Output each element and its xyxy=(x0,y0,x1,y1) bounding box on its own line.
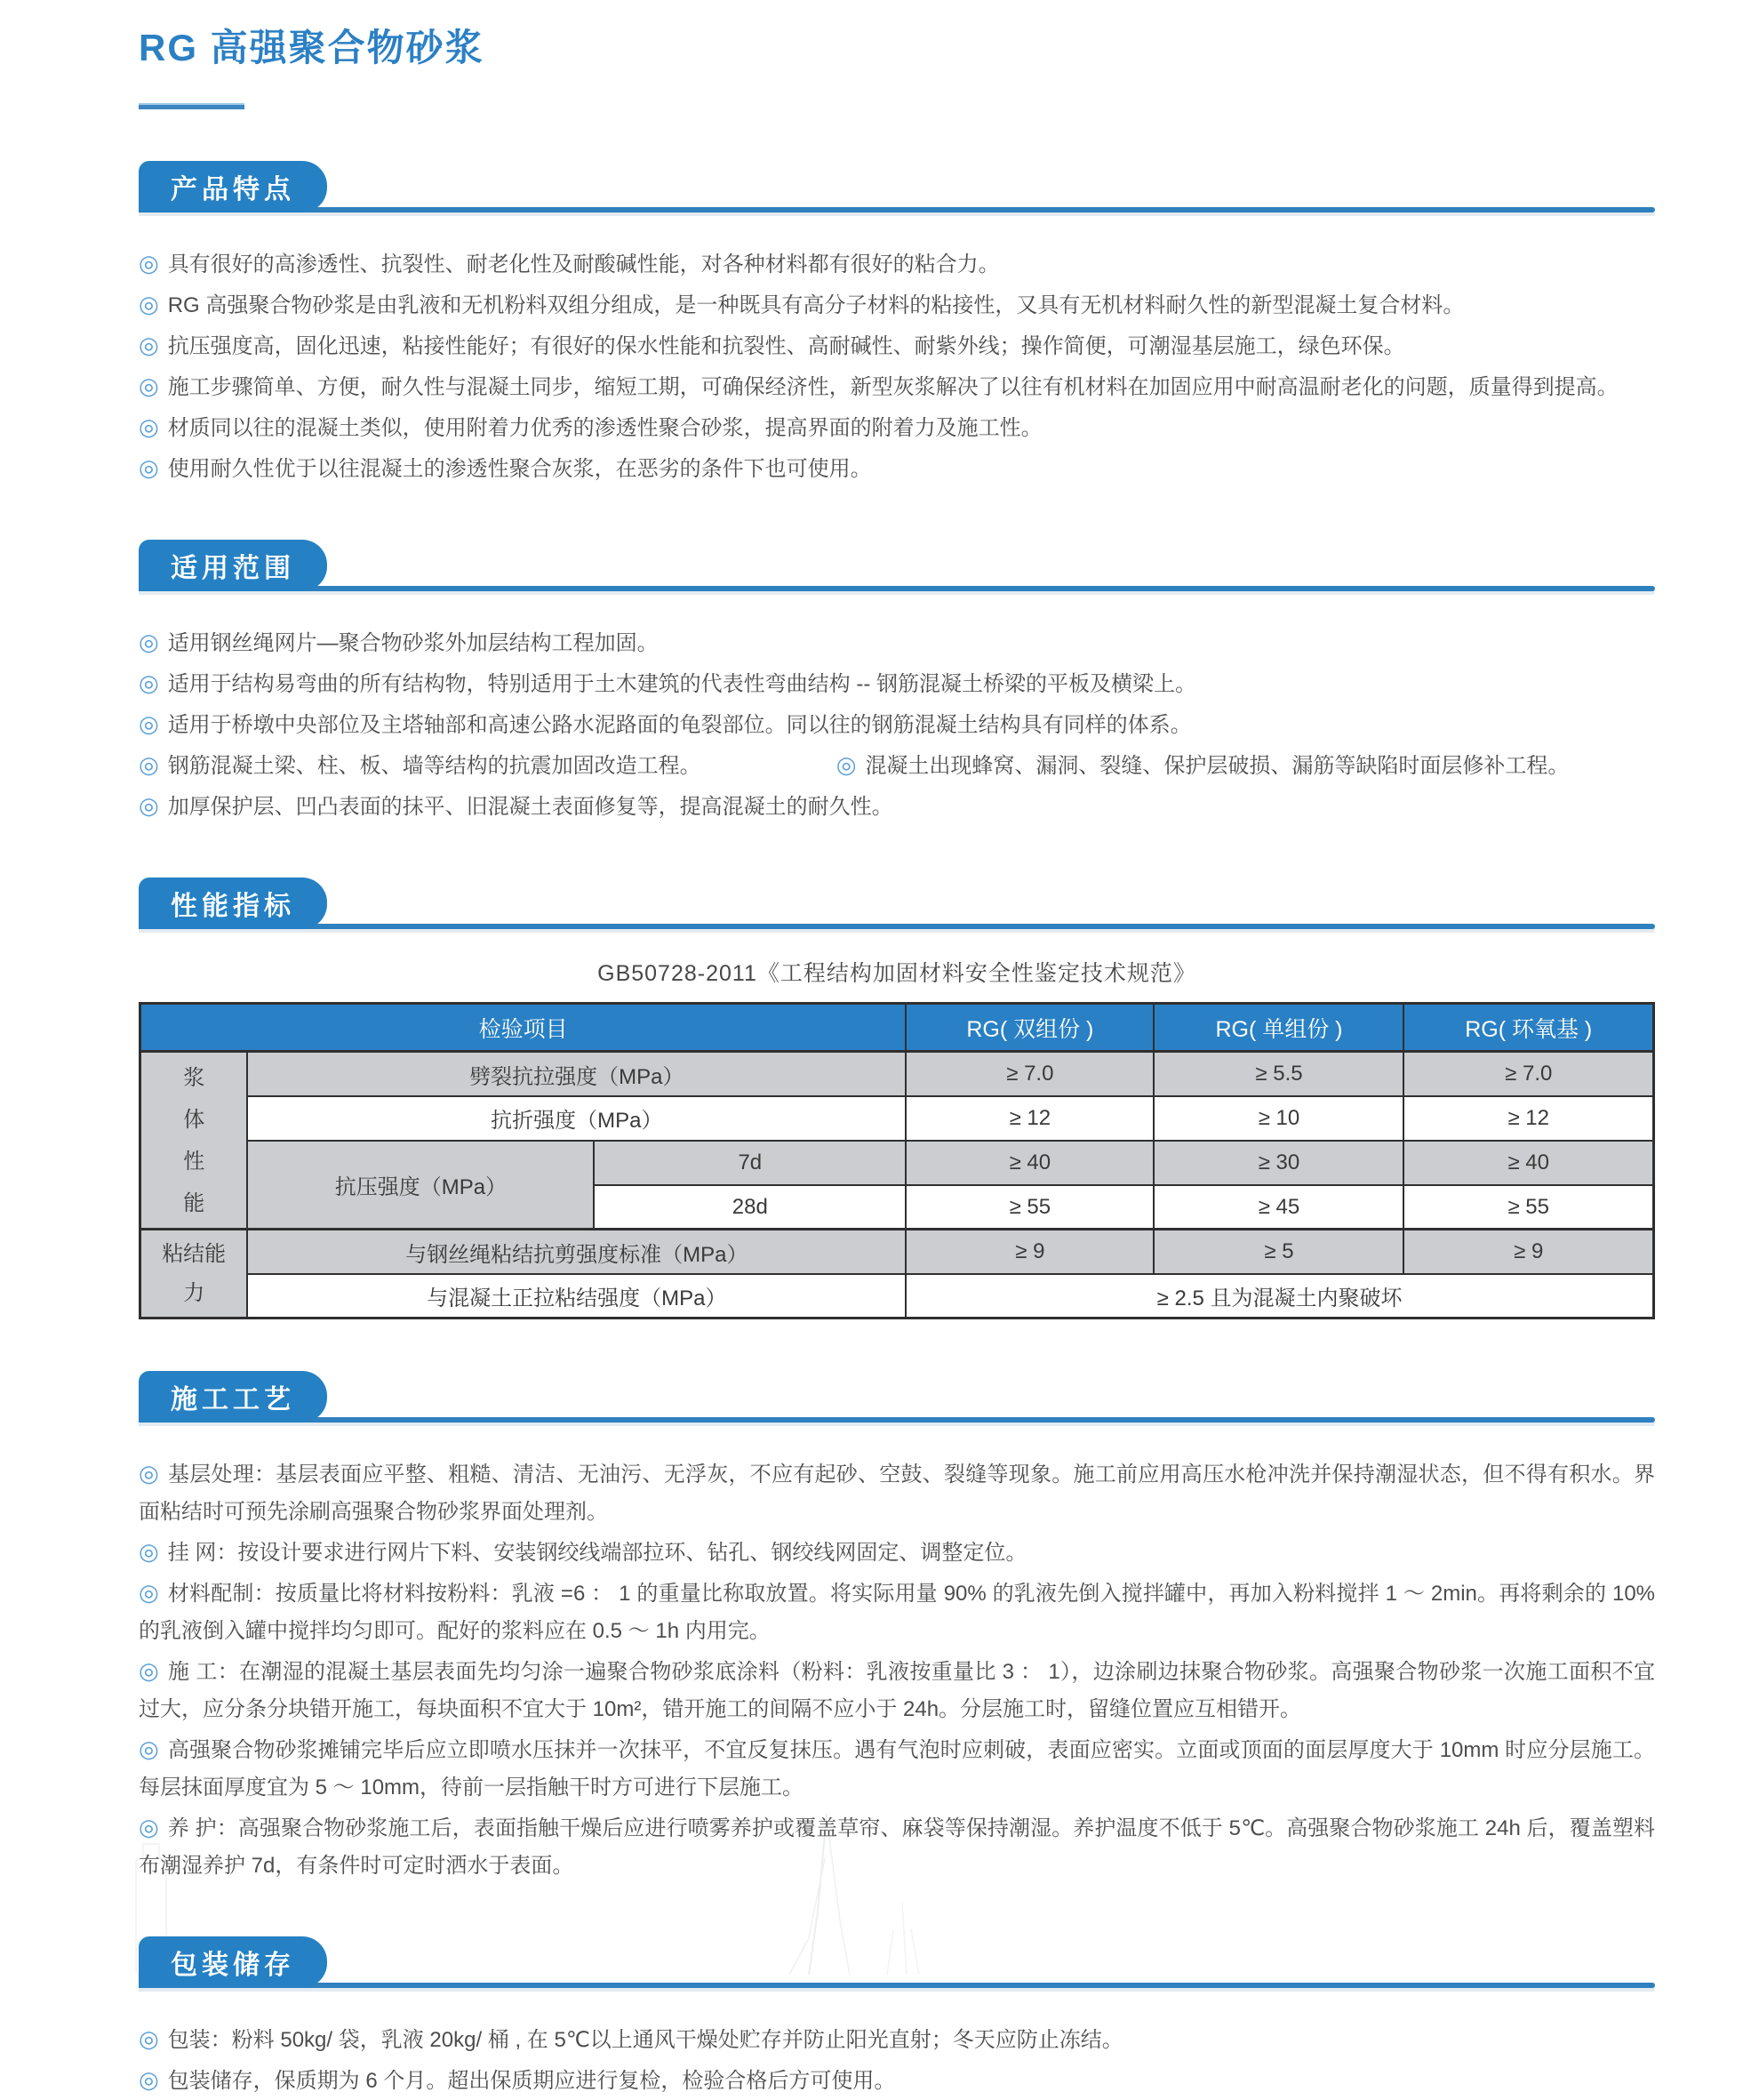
list-item xyxy=(139,1652,1655,1728)
bullet-text: 材质同以往的混凝土类似，使用附着力优秀的渗透性聚合砂浆，提高界面的附着力及施工性。 xyxy=(167,416,1043,441)
bullet-text: 基层处理：基层表面应平整、粗糙、清洁、无油污、无浮灰，不应有起砂、空鼓、裂缝等现象。施工前应用高压水枪冲洗并保持潮湿状态，但不得有积水。界面粘结时可预先涂刷高强聚合物砂浆界面处理剂。 xyxy=(139,1463,1655,1525)
table-header-row xyxy=(140,1004,1654,1052)
section-scope-header xyxy=(139,540,1655,591)
section-heading-badge xyxy=(139,161,327,212)
bullet-icon: ◎ xyxy=(139,1735,159,1763)
test-item-cell: 抗折强度（MPa） xyxy=(247,1096,906,1141)
process-list xyxy=(139,1455,1655,1885)
section-rule xyxy=(139,586,1655,591)
performance-table xyxy=(139,1002,1655,1319)
bullet-text: 包装：粉料 50kg/ 袋，乳液 20kg/ 桶 , 在 5℃以上通风干燥处贮存并防止阳光直射；冬天应防止冻结。 xyxy=(167,2028,1123,2053)
section-packaging-header xyxy=(139,1936,1655,1988)
bullet-text: 使用耐久性优于以往混凝土的渗透性聚合灰浆，在恶劣的条件下也可使用。 xyxy=(167,457,872,482)
page-title: RG 高强聚合物砂浆 xyxy=(139,27,484,68)
section-heading-badge xyxy=(139,1936,327,1988)
bullet-icon: ◎ xyxy=(139,291,159,318)
list-item xyxy=(139,244,1655,284)
section-heading-performance: 性能指标 xyxy=(171,892,295,922)
value-cell: ≥ 9 xyxy=(1403,1230,1653,1274)
section-heading-badge xyxy=(139,540,327,591)
scope-list xyxy=(139,623,1655,826)
table-row xyxy=(140,1141,1654,1185)
bullet-icon: ◎ xyxy=(139,1657,160,1685)
test-item-cell: 与钢丝绳粘结抗剪强度标准（MPa） xyxy=(247,1230,906,1274)
bullet-text: 具有很好的高渗透性、抗裂性、耐老化性及耐酸碱性能，对各种材料都有很好的粘合力。 xyxy=(167,252,1000,277)
bullet-icon: ◎ xyxy=(139,454,159,482)
bullet-text: 适用于桥墩中央部位及主塔轴部和高速公路水泥路面的龟裂部位。同以往的钢筋混凝土结构具有同样的体系。 xyxy=(167,713,1192,738)
section-performance-header xyxy=(139,878,1655,929)
list-item xyxy=(139,2061,1655,2100)
row-group-slurry-performance: 浆体性能 xyxy=(140,1052,248,1230)
bullet-text: 加厚保护层、凹凸表面的抹平、旧混凝土表面修复等，提高混凝土的耐久性。 xyxy=(167,795,893,820)
bullet-icon: ◎ xyxy=(139,629,159,656)
value-cell: ≥ 9 xyxy=(906,1230,1154,1274)
value-cell: ≥ 5.5 xyxy=(1154,1052,1403,1096)
row-group-bonding-capacity: 粘结能力 xyxy=(140,1230,248,1319)
section-heading-packaging: 包装储存 xyxy=(171,1951,295,1981)
table-row xyxy=(140,1274,1654,1319)
bullet-text: 施工步骤简单、方便，耐久性与混凝土同步，缩短工期，可确保经济性，新型灰浆解决了以往有机材料在加固应用中耐高温耐老化的问题，质量得到提高。 xyxy=(167,375,1619,400)
value-cell: ≥ 12 xyxy=(906,1096,1154,1141)
value-cell: ≥ 40 xyxy=(906,1141,1154,1185)
bullet-icon: ◎ xyxy=(139,710,159,738)
column-header-rg-epoxy: RG( 环氧基 ) xyxy=(1403,1004,1653,1052)
section-packaging xyxy=(139,1936,1655,2100)
table-row xyxy=(140,1230,1654,1274)
bullet-text: 抗压强度高，固化迅速，粘接性能好；有很好的保水性能和抗裂性、高耐碱性、耐紫外线；操作简便，可潮湿基层施工，绿色环保。 xyxy=(167,334,1405,359)
bullet-text: 包装储存，保质期为 6 个月。超出保质期应进行复检，检验合格后方可使用。 xyxy=(167,2069,896,2094)
section-rule xyxy=(139,207,1655,212)
value-cell: ≥ 12 xyxy=(1403,1096,1653,1141)
section-heading-badge xyxy=(139,1371,327,1423)
bullet-icon: ◎ xyxy=(139,250,159,277)
value-cell: ≥ 5 xyxy=(1154,1230,1403,1274)
list-item xyxy=(139,623,1655,662)
column-header-rg-single: RG( 单组份 ) xyxy=(1154,1004,1403,1052)
title-divider xyxy=(139,105,244,109)
features-list xyxy=(139,244,1655,488)
value-cell: ≥ 55 xyxy=(906,1185,1154,1230)
value-cell: ≥ 30 xyxy=(1154,1141,1403,1185)
test-item-cell: 与混凝土正拉粘结强度（MPa） xyxy=(247,1274,906,1319)
list-item xyxy=(139,285,1655,325)
section-performance xyxy=(139,878,1655,1319)
value-cell: ≥ 40 xyxy=(1403,1141,1653,1185)
bullet-text: 材料配制：按质量比将材料按粉料：乳液 =6 ： 1 的重量比称取放置。将实际用量 90% 的乳液先倒入搅拌罐中，再加入粉料搅拌 1 ～ 2min。再将剩余的 10% 的乳液倒入罐中搅拌均匀即可。配好的浆料应在 0.5 ～ 1h 内用完。 xyxy=(139,1582,1656,1644)
table-caption: GB50728-2011《工程结构加固材料安全性鉴定技术规范》 xyxy=(597,961,1196,987)
section-heading-scope: 适用范围 xyxy=(171,554,295,584)
column-header-rg-dual: RG( 双组份 ) xyxy=(906,1004,1154,1052)
list-item xyxy=(139,664,1655,703)
bullet-icon: ◎ xyxy=(139,332,159,359)
list-item xyxy=(139,367,1655,406)
section-heading-features: 产品特点 xyxy=(171,175,295,205)
bullet-icon: ◎ xyxy=(139,751,159,779)
value-cell: ≥ 55 xyxy=(1403,1185,1653,1230)
list-item xyxy=(139,1730,1655,1807)
value-cell: ≥ 10 xyxy=(1154,1096,1403,1141)
value-cell: ≥ 7.0 xyxy=(1403,1052,1653,1096)
list-item xyxy=(139,705,1655,744)
bullet-text: 挂 网：按设计要求进行网片下料、安装钢绞线端部拉环、钻孔、钢绞线网固定、调整定位。 xyxy=(167,1541,1027,1566)
list-item xyxy=(139,326,1655,365)
bullet-icon: ◎ xyxy=(139,792,159,820)
bullet-icon: ◎ xyxy=(836,751,857,779)
table-row xyxy=(140,1096,1654,1141)
section-features xyxy=(139,161,1655,488)
bullet-text: 养 护：高强聚合物砂浆施工后，表面指触干燥后应进行喷雾养护或覆盖草帘、麻袋等保持潮湿。养护温度不低于 5℃。高强聚合物砂浆施工 24h 后，覆盖塑料布潮湿养护 7d，有条件时可定时洒水于表面。 xyxy=(139,1816,1655,1879)
section-scope xyxy=(139,540,1655,826)
section-process xyxy=(139,1371,1655,1885)
list-item xyxy=(139,449,1655,488)
value-cell: ≥ 45 xyxy=(1154,1185,1403,1230)
section-rule xyxy=(139,1417,1655,1423)
list-item-pair xyxy=(139,746,1655,785)
list-item xyxy=(139,746,836,785)
bullet-text: RG 高强聚合物砂浆是由乳液和无机粉料双组分组成，是一种既具有高分子材料的粘接性，又具有无机材料耐久性的新型混凝土复合材料。 xyxy=(167,293,1465,318)
list-item xyxy=(139,408,1655,447)
bullet-text: 适用钢丝绳网片—聚合物砂浆外加层结构工程加固。 xyxy=(167,631,659,656)
list-item xyxy=(139,2020,1655,2059)
bullet-text: 混凝土出现蜂窝、漏洞、裂缝、保护层破损、漏筋等缺陷时面层修补工程。 xyxy=(865,754,1570,779)
packaging-list xyxy=(139,2020,1655,2100)
section-heading-process: 施工工艺 xyxy=(171,1385,295,1415)
age-cell: 7d xyxy=(594,1141,906,1185)
section-rule xyxy=(139,924,1655,929)
section-process-header xyxy=(139,1371,1655,1423)
list-item xyxy=(836,746,1655,785)
test-item-cell: 劈裂抗拉强度（MPa） xyxy=(247,1052,906,1096)
list-item xyxy=(139,1455,1655,1531)
bullet-text: 施 工：在潮湿的混凝土基层表面先均匀涂一遍聚合物砂浆底涂料（粉料：乳液按重量比 3 ： 1），边涂刷边抹聚合物砂浆。高强聚合物砂浆一次施工面积不宜过大，应分条分块错开施工，每块面积不宜大于 10m²，错开施工的间隔不应小于 24h。分层施工时，留缝位置应互相错开。 xyxy=(139,1660,1655,1722)
column-header-item: 检验项目 xyxy=(140,1004,907,1052)
section-features-header xyxy=(139,161,1655,212)
table-row xyxy=(140,1052,1654,1096)
list-item xyxy=(139,1574,1655,1650)
section-rule xyxy=(139,1983,1655,1988)
bullet-icon: ◎ xyxy=(139,1814,159,1841)
bullet-icon: ◎ xyxy=(139,2025,159,2053)
bullet-text: 钢筋混凝土梁、柱、板、墙等结构的抗震加固改造工程。 xyxy=(167,754,701,779)
list-item xyxy=(139,1533,1655,1572)
section-heading-badge xyxy=(139,878,327,929)
bullet-icon: ◎ xyxy=(139,1538,159,1566)
bullet-icon: ◎ xyxy=(139,373,159,400)
bullet-text: 适用于结构易弯曲的所有结构物，特别适用于土木建筑的代表性弯曲结构 -- 钢筋混凝土桥梁的平板及横梁上。 xyxy=(167,672,1197,697)
age-cell: 28d xyxy=(594,1185,906,1230)
value-cell: ≥ 7.0 xyxy=(906,1052,1154,1096)
bullet-icon: ◎ xyxy=(139,1460,159,1487)
bullet-icon: ◎ xyxy=(139,1579,159,1607)
list-item xyxy=(139,787,1655,826)
bullet-icon: ◎ xyxy=(139,2066,159,2094)
list-item xyxy=(139,1808,1655,1885)
bullet-icon: ◎ xyxy=(139,413,159,441)
bullet-text: 高强聚合物砂浆摊铺完毕后应立即喷水压抹并一次抹平，不宜反复抹压。遇有气泡时应刺破，表面应密实。立面或顶面的面层厚度大于 10mm 时应分层施工。每层抹面厚度宜为 5 ～ 10mm，待前一层指触干时方可进行下层施工。 xyxy=(139,1738,1655,1800)
merged-value-cell: ≥ 2.5 且为混凝土内聚破坏 xyxy=(906,1274,1653,1319)
bullet-icon: ◎ xyxy=(139,669,159,697)
test-item-cell: 抗压强度（MPa） xyxy=(247,1141,594,1230)
